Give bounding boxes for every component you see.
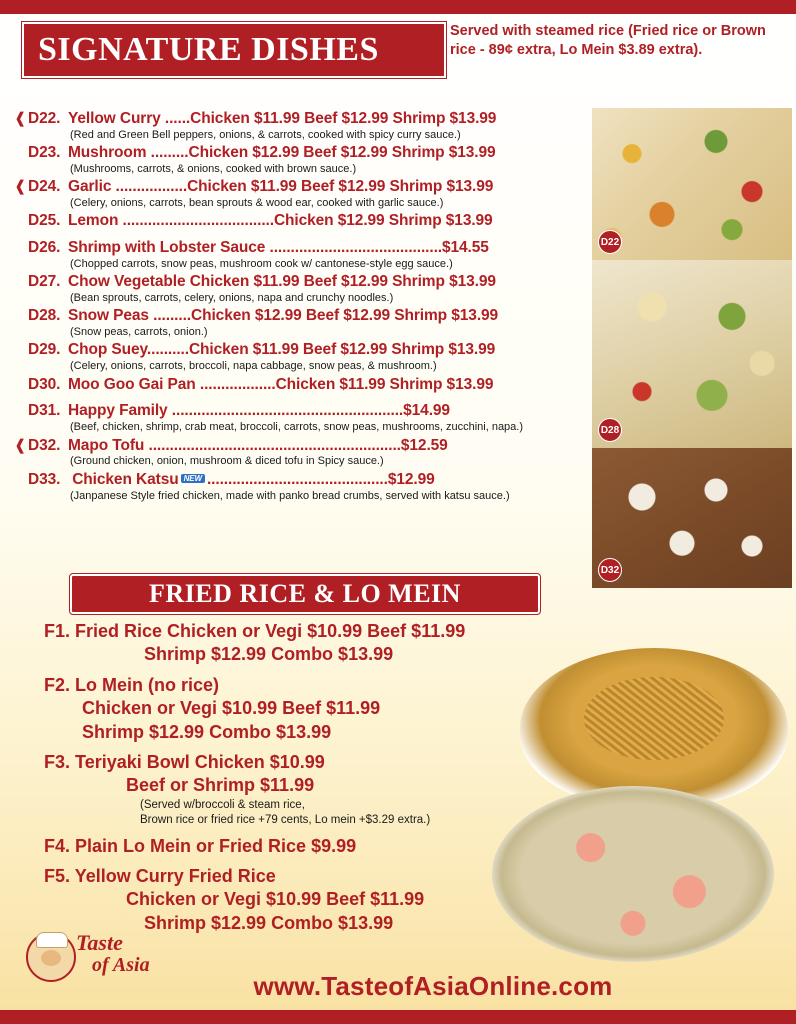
- chili-pepper-icon: ❰: [14, 178, 27, 196]
- list-item: [14, 436, 588, 469]
- item-text: Yellow Curry Fried Rice: [74, 866, 276, 886]
- fried-rice-line: Chicken or Vegi $10.99 Beef $11.99: [126, 889, 425, 910]
- item-code: F4.: [44, 835, 71, 856]
- chef-hat-icon: [36, 932, 68, 948]
- item-text: Plain Lo Mein or Fried Rice $9.99: [75, 835, 357, 856]
- dish-description: (Chopped carrots, snow peas, mushroom cook w/ cantonese-style egg sauce.): [70, 258, 453, 271]
- dish-prices: Chicken $12.99 Beef $12.99 Shrimp $13.99: [191, 307, 499, 325]
- dish-line: [28, 402, 588, 421]
- fried-rice-line: [44, 751, 564, 774]
- dish-code: D30.: [28, 375, 61, 393]
- dish-name-tail: ...........................................: [206, 470, 388, 488]
- section-title: FRIED RICE & LO MEIN: [149, 579, 461, 608]
- logo-line-2: of Asia: [92, 954, 150, 976]
- signature-dishes-banner: [22, 22, 446, 78]
- dish-code: D29.: [28, 341, 61, 359]
- dish-prices: $12.99: [387, 470, 435, 488]
- dish-photo-d32: [592, 448, 792, 588]
- new-badge: NEW: [181, 474, 205, 484]
- dish-code: D32.: [28, 436, 61, 454]
- dish-description: (Celery, onions, carrots, broccoli, napa cabbage, snow peas, & mushroom.): [70, 360, 437, 373]
- dish-code: D23.: [28, 144, 61, 162]
- dish-prices: Chicken $11.99 Beef $12.99 Shrimp $13.99: [189, 273, 496, 291]
- fried-rice-line: Shrimp $12.99 Combo $13.99: [144, 644, 394, 665]
- dish-name: Chow Vegetable: [68, 273, 186, 291]
- list-item: [28, 471, 588, 503]
- dish-description: (Ground chicken, onion, mushroom & diced tofu in Spicy sauce.): [70, 455, 384, 468]
- list-item: [28, 376, 588, 395]
- list-item: [44, 751, 564, 828]
- item-text: Teriyaki Bowl Chicken $10.99: [75, 751, 325, 772]
- dish-name: Moo Goo Gai Pan ..................: [68, 375, 276, 393]
- photo-badge: D28: [598, 418, 622, 442]
- list-item: [28, 273, 588, 305]
- dish-description: (Celery, onions, carrots, bean sprouts & wood ear, cooked with garlic sauce.): [70, 197, 444, 210]
- bottom-red-bar: [0, 1010, 796, 1024]
- dish-description: (Red and Green Bell peppers, onions, & carrots, cooked with spicy curry sauce.): [70, 128, 461, 141]
- fried-rice-line: [44, 674, 564, 697]
- photo-badge: D22: [598, 230, 622, 254]
- list-item: [14, 178, 588, 210]
- item-text: Lo Mein (no rice): [75, 674, 220, 695]
- fried-rice-list: [44, 620, 564, 942]
- signature-dishes-list: [14, 110, 588, 505]
- dish-code: D27.: [28, 273, 61, 291]
- dish-name: Shrimp with Lobster Sauce .........................................: [68, 239, 442, 257]
- dish-description: (Beef, chicken, shrimp, crab meat, broccoli, carrots, snow peas, mushrooms, zucchini, napa.): [70, 421, 524, 434]
- dish-name: Mushroom .........: [68, 144, 189, 162]
- dish-line: [28, 307, 588, 326]
- dish-code: D28.: [28, 307, 61, 325]
- dish-line: [28, 437, 588, 456]
- dish-code: D31.: [28, 402, 61, 420]
- item-code: F2.: [44, 674, 71, 695]
- dish-name: Snow Peas .........: [68, 307, 192, 325]
- fried-rice-line: Chicken or Vegi $10.99 Beef $11.99: [82, 698, 381, 719]
- logo-line-1: Taste: [76, 930, 123, 955]
- item-code: F5.: [44, 866, 71, 886]
- dish-code: D26.: [28, 239, 61, 257]
- item-code: F3.: [44, 751, 71, 772]
- dish-name: Mapo Tofu ............................................................: [68, 436, 401, 454]
- dish-prices: Chicken $11.99 Shrimp $13.99: [275, 375, 494, 393]
- dish-line: [28, 376, 588, 395]
- dish-line: [28, 178, 588, 197]
- chili-pepper-icon: ❰: [14, 436, 27, 454]
- fried-rice-line: Shrimp $12.99 Combo $13.99: [144, 912, 394, 933]
- list-item: [44, 865, 564, 935]
- dish-prices: Chicken $11.99 Beef $12.99 Shrimp $13.99: [190, 110, 497, 127]
- item-text: Fried Rice Chicken or Vegi $10.99 Beef $11.99: [75, 621, 466, 641]
- dish-description: (Snow peas, carrots, onion.): [70, 326, 208, 339]
- dish-description: (Janpanese Style fried chicken, made with panko bread crumbs, served with katsu sauce.): [70, 489, 510, 502]
- top-red-bar: [0, 0, 796, 14]
- chili-pepper-icon: ❰: [14, 110, 27, 127]
- photo-badge: D32: [598, 558, 622, 582]
- page-title: SIGNATURE DISHES: [38, 31, 379, 68]
- dish-line: [28, 273, 588, 292]
- dish-line: [28, 110, 588, 129]
- dish-name: Garlic .................: [68, 178, 188, 196]
- list-item: [44, 674, 564, 744]
- chef-face-icon: [41, 950, 61, 966]
- dish-line: [28, 239, 588, 258]
- dish-photo-d22: [592, 108, 792, 260]
- dish-description: (Mushrooms, carrots, & onions, cooked with brown sauce.): [70, 163, 357, 175]
- fried-rice-lo-mein-banner: [70, 574, 540, 614]
- fried-rice-line: [44, 835, 564, 858]
- website-url[interactable]: www.TasteofAsiaOnline.com: [253, 971, 613, 1001]
- dish-name: Yellow Curry ......: [68, 110, 191, 127]
- dish-name: Chicken Katsu: [72, 470, 179, 488]
- fried-rice-line: [44, 620, 564, 643]
- dish-prices: Chicken $11.99 Beef $12.99 Shrimp $13.99: [188, 341, 496, 359]
- list-item: [28, 402, 588, 434]
- list-item: [14, 110, 588, 142]
- dish-prices: $14.55: [441, 239, 489, 257]
- dish-prices: $12.59: [400, 436, 448, 454]
- dish-line: [28, 212, 588, 231]
- list-item: [28, 341, 588, 373]
- list-item: [28, 307, 588, 339]
- dish-code: D22.: [28, 110, 61, 127]
- dish-prices: $14.99: [403, 402, 450, 420]
- dish-line: [28, 471, 588, 490]
- list-item: [28, 144, 588, 176]
- dish-photo-d28: [592, 260, 792, 448]
- fried-rice-line: [44, 865, 564, 888]
- item-note: Brown rice or fried rice +79 cents, Lo mein +$3.29 extra.): [140, 813, 431, 826]
- dish-prices: Chicken $12.99 Shrimp $13.99: [273, 212, 493, 230]
- dish-prices: Chicken $12.99 Beef $12.99 Shrimp $13.99: [188, 144, 496, 162]
- list-item: [28, 239, 588, 271]
- list-item: [28, 212, 588, 231]
- dish-name: Chop Suey..........: [68, 341, 189, 359]
- dish-line: [28, 144, 588, 163]
- dish-name: Happy Family .......................................................: [68, 402, 404, 420]
- dish-code: D24.: [28, 178, 61, 196]
- item-code: F1.: [44, 621, 71, 641]
- item-note: (Served w/broccoli & steam rice,: [140, 798, 305, 811]
- dish-name: Lemon ....................................: [68, 212, 274, 230]
- fried-rice-line: Shrimp $12.99 Combo $13.99: [82, 721, 332, 742]
- list-item: [44, 835, 564, 858]
- list-item: [44, 620, 564, 667]
- dish-line: [28, 341, 588, 360]
- dish-prices: Chicken $11.99 Beef $12.99 Shrimp $13.99: [187, 178, 494, 196]
- dish-code: D33.: [28, 470, 61, 488]
- dish-code: D25.: [28, 212, 61, 230]
- fried-rice-line: Beef or Shrimp $11.99: [126, 775, 315, 796]
- served-with-note: Served with steamed rice (Fried rice or Brown rice - 89¢ extra, Lo Mein $3.89 extra).: [450, 23, 766, 58]
- dish-description: (Bean sprouts, carrots, celery, onions, napa and crunchy noodles.): [70, 292, 394, 305]
